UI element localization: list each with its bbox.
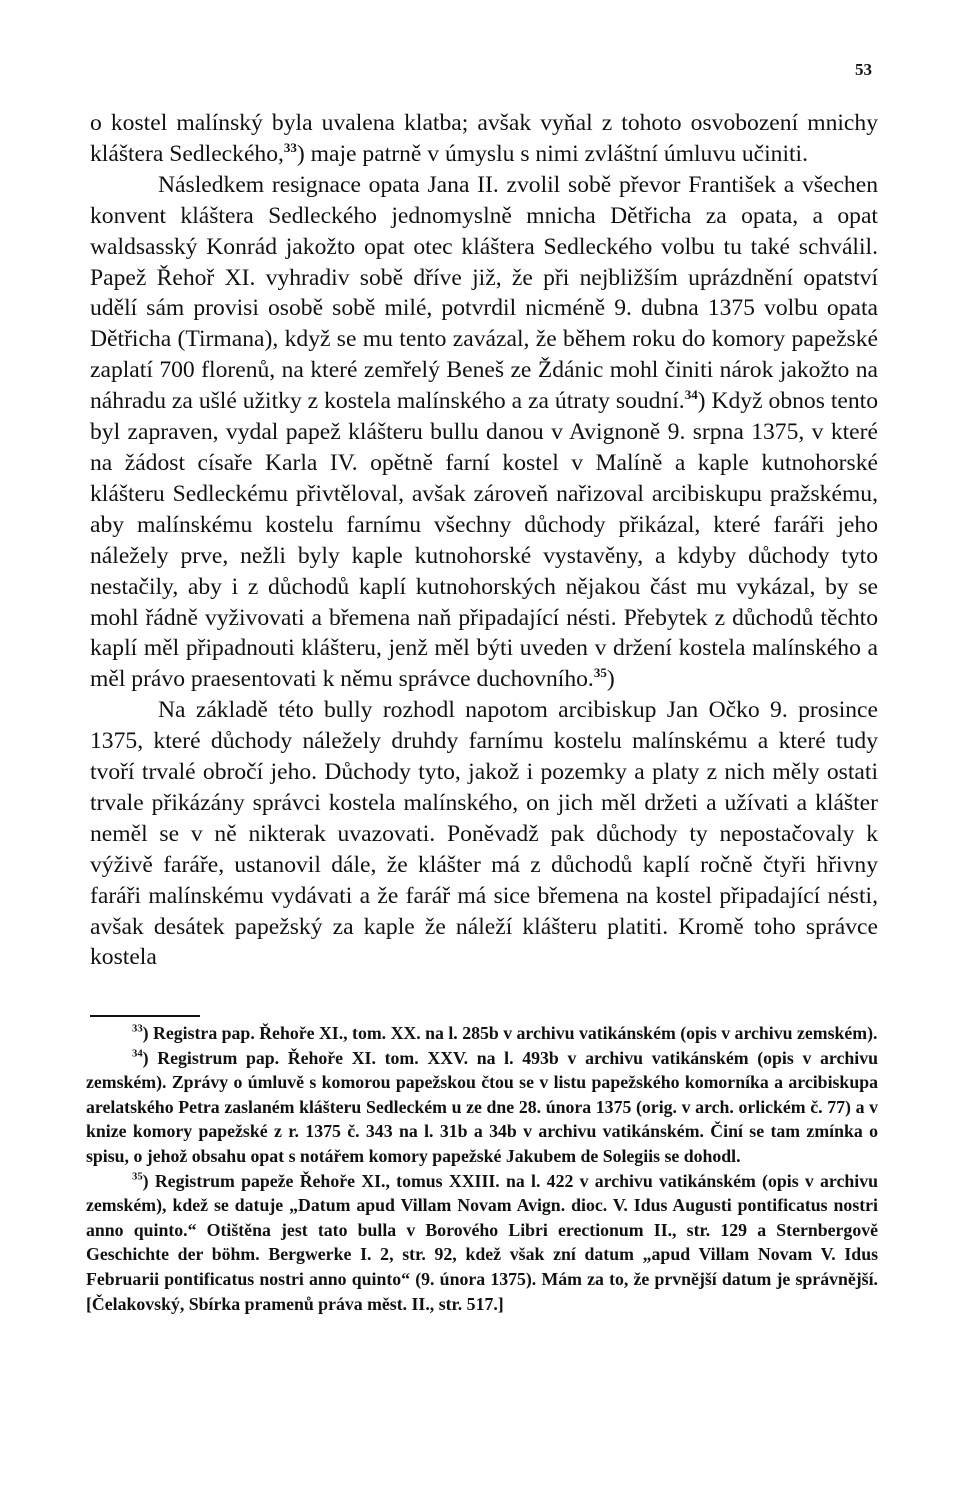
footnote-34-mark: 34 [132,1047,143,1060]
footnote-ref-33: 33 [283,139,297,155]
footnote-33-mark: 33 [132,1022,143,1035]
paragraph-1-text-a: o kostel malínský byla uvalena klatba; avšak vyňal z tohoto osvobození mnichy kláštera Sedleckého, [90,110,878,167]
paragraph-3: Na základě této bully rozhodl napotom arcibiskup Jan Očko 9. prosince 1375, které důchody náležely druhdy farnímu kostelu malínskému a které tudy tvoří trvalé obročí jeho. Důchody tyto, jakož i pozemky a platy z nich měly ostati trvale přikázány správci kostela malínského, on jich měl držeti a užívati a klášter neměl se v ně nikterak uvazovati. Poněvadž pak důchody ty nepostačovaly k výživě faráře, ustanovil dále, že klášter má z důchodů kaplí ročně čtyři hřivny faráři malínskému vydávati a že farář má sice břemena na kostel připadající nésti, avšak desátek papežský za kaple že náleží klášteru platiti. Kromě toho správce kostela [90,697,878,971]
footnote-ref-34: 34 [684,387,698,403]
paragraph-2-text-c: ) [606,666,615,693]
footnote-34 [86,1046,878,1169]
footnote-33 [86,1021,878,1046]
footnote-35 [86,1169,878,1317]
paragraph-2-text-b: ) Když obnos tento byl zapraven, vydal papež klášteru bullu danou v Avignoně 9. srpna 1375, v které na žádost císaře Karla IV. opětně farní kostel v Malíně a kaple kutnohorské klášteru Sedleckému přivtěloval, avšak zároveň nařizoval arcibiskupu pražskému, aby malínskému kostelu farnímu všechny důchody přikázal, které faráři jeho náležely prve, nežli byly kaple kutnohorské vystavěny, a kdyby důchody tyto nestačily, aby i z důchodů kaplí kutnohorských nějakou část mu vykázal, by se mohl řádně vyživovati a břemena naň připadající nésti. Přebytek z důchodů těchto kaplí měl připadnouti klášteru, jenž měl býti uveden v držení kostela malínského a měl právo praesentovati k němu správce duchovního. [90,388,879,693]
page-number: 53 [855,60,872,79]
main-text [90,108,878,973]
paragraph-2 [90,170,878,695]
footnote-separator [90,1015,200,1017]
footnotes [86,1021,878,1316]
footnote-34-text: ) Registrum pap. Řehoře XI. tom. XXV. na l. 493b v archivu vatikánském (opis v archivu zemském). Zprávy o úmluvě s komorou papežskou čtou se v listu papežského komorníka a arcibiskupa arelatského Petra zaslaném klášteru Sedleckém u ze dne 28. února 1375 (orig. v arch. orlickém č. 77) a v knize komory papežské z r. 1375 č. 343 na l. 31b a 34b v archivu vatikánském. Činí se tam zmínka o spisu, o jehož obsahu opat s notářem komory papežské Jakubem de Solegiis se dohodl. [86,1047,878,1166]
footnote-35-mark: 35 [132,1170,143,1183]
footnote-35-text: ) Registrum papeže Řehoře XI., tomus XXIII. na l. 422 v archivu vatikánském (opis v archivu zemském), kdež se datuje „Datum apud Villam Novam Avign. dioc. V. Idus Augusti pontificatus nostri anno quinto.“ Otištěna jest tato bulla v Borového Libri erectionum II., str. 129 a Sternbergově Geschichte der böhm. Bergwerke I. 2, str. 92, kdež však zní datum „apud Villam Novam V. Idus Februarii pontificatus nostri anno quinto“ (9. února 1375). Mám za to, že prvnější datum je správnější. [Čelakovský, Sbírka pramenů práva měst. II., str. 517.] [86,1170,878,1314]
footnote-33-text: ) Registra pap. Řehoře XI., tom. XX. na l. 285b v archivu vatikánském (opis v archivu zemském). [142,1023,878,1043]
paragraph-1-text-b: ) maje patrně v úmyslu s nimi zvláštní úmluvu učiniti. [296,140,809,167]
footnote-ref-35: 35 [593,665,607,681]
paragraph-1 [90,108,878,170]
paragraph-2-text-a: Následkem resignace opata Jana II. zvolil sobě převor František a všechen konvent kláštera Sedleckého jednomyslně mnicha Dětřicha za opata, a opat waldsasský Konrád jakožto opat otec kláštera Sedleckého volbu tu také schválil. Papež Řehoř XI. vyhradiv sobě dříve již, že při nejbližším uprázdnění opatství udělí sám provisi osobě sobě milé, potvrdil nicméně 9. dubna 1375 volbu opata Dětřicha (Tirmana), když se mu tento zavázal, že během roku do komory papežské zaplatí 700 florenů, na které zemřelý Beneš ze Ždánic mohl činiti nárok jakožto na náhradu za ušlé užitky z kostela malínského a za útraty soudní. [90,171,878,415]
